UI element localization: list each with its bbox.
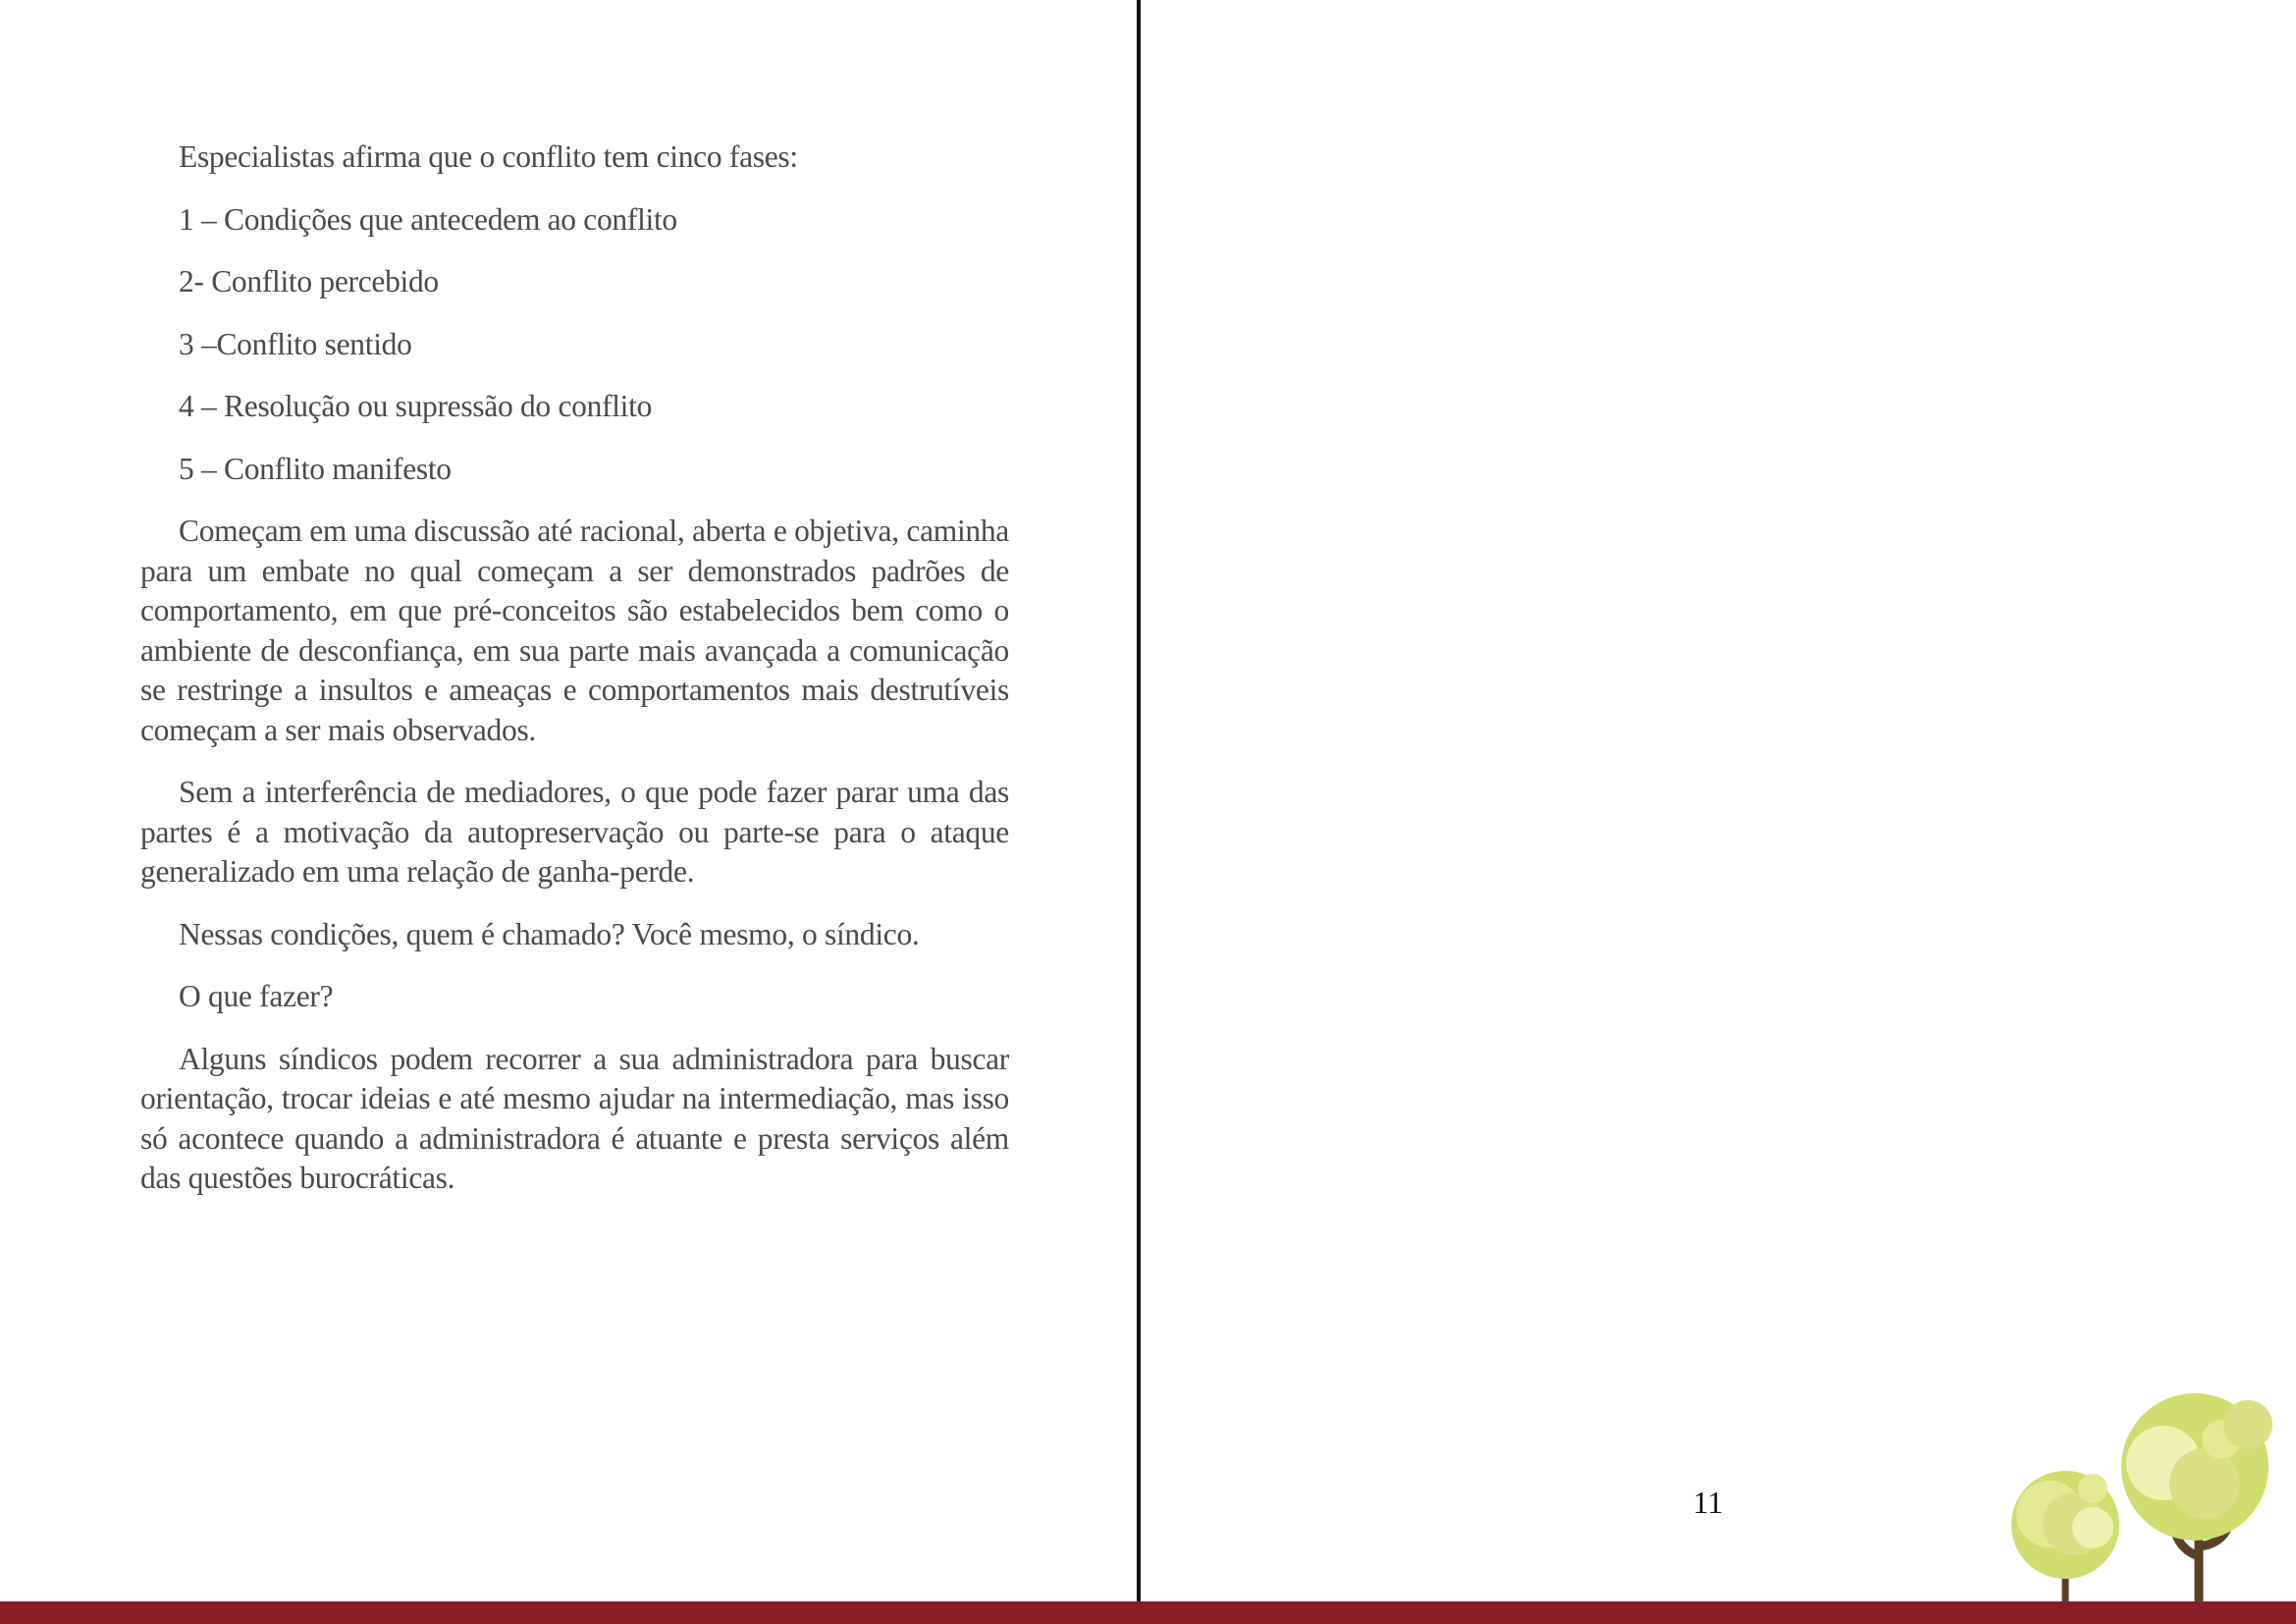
phase-item-4: 4 – Resolução ou supressão do conflito (179, 389, 653, 423)
small-tree-icon (2011, 1471, 2119, 1600)
body-paragraph: Sem a interferência de mediadores, o que pode fazer parar uma das partes é a motivação da autopreservação ou parte-se para o ataque generalizado em uma relação de ganha-perde. (140, 775, 1009, 889)
phase-item-5: 5 – Conflito manifesto (179, 451, 452, 486)
body-paragraph: O que fazer? (179, 979, 334, 1013)
phase-item-1: 1 – Condições que antecedem ao conflito (179, 201, 677, 237)
large-tree-icon (2121, 1393, 2272, 1600)
page-number: 11 (1692, 1485, 1724, 1520)
body-paragraph: Nessas condições, quem é chamado? Você mesmo, o síndico. (179, 916, 920, 951)
body-paragraph: Alguns síndicos podem recorrer a sua administradora para buscar orientação, trocar ideias e até mesmo ajudar na intermediação, mas isso só acontece quando a administradora é atuante e presta serviços além das questões burocráticas. (140, 1041, 1009, 1195)
body-paragraph: Começam em uma discussão até racional, aberta e objetiva, caminha para um embate no qual começam a ser demonstrados padrões de comportamento, em que pré-conceitos são estabelecidos bem como o ambiente de desconfiança, em sua parte mais avançada a comunicação se restringe a insultos e ameaças e comportamentos mais destrutíveis começam a ser mais observados. (140, 514, 1009, 747)
phase-item-3: 3 –Conflito sentido (179, 326, 412, 361)
intro-paragraph: Especialistas afirma que o conflito tem cinco fases: (179, 139, 798, 174)
page-divider (1137, 0, 1141, 1601)
phase-item-2: 2- Conflito percebido (179, 264, 439, 298)
trees-illustration (2002, 1389, 2296, 1603)
left-page-text (140, 137, 1009, 1221)
bottom-bar (0, 1601, 2296, 1624)
